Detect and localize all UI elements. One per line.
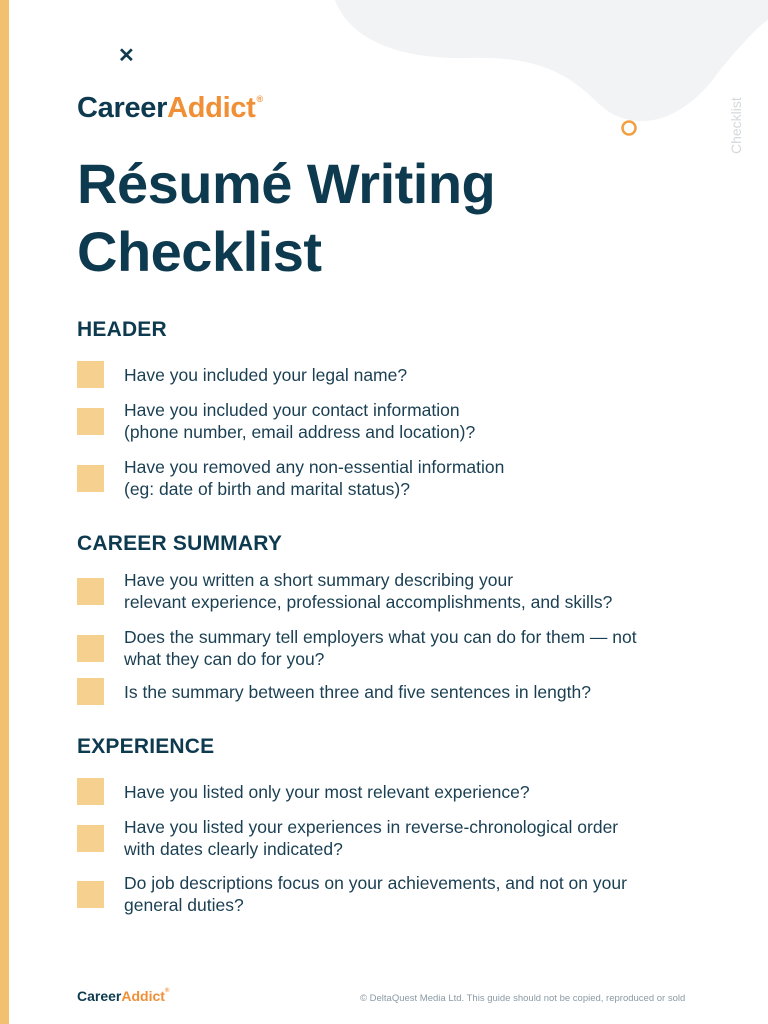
brand-name-accent: Addict xyxy=(167,92,256,124)
copyright-notice: © DeltaQuest Media Ltd. This guide should not be copied, reproduced or sold xyxy=(360,993,686,1004)
footer-brand-accent: Addict xyxy=(121,988,165,1004)
checkbox[interactable] xyxy=(77,678,104,705)
checklist-item[interactable] xyxy=(77,816,717,860)
checkbox[interactable] xyxy=(77,881,104,908)
brand-logo xyxy=(77,92,263,125)
close-icon[interactable]: ✕ xyxy=(118,45,135,67)
footer-brand-dark: Career xyxy=(77,988,122,1004)
ring-decoration-icon xyxy=(623,122,636,135)
checkbox[interactable] xyxy=(77,635,104,662)
section-heading-header: HEADER xyxy=(77,318,167,341)
checklist-item[interactable] xyxy=(77,872,717,916)
checklist-item[interactable] xyxy=(77,678,717,705)
checkbox[interactable] xyxy=(77,408,104,435)
checklist-item-text: Have you listed your experiences in reverse-chronological order with dates clearly indicated? xyxy=(124,817,619,859)
checklist-item[interactable] xyxy=(77,569,717,613)
checklist-item[interactable] xyxy=(77,399,717,443)
background-blob xyxy=(0,0,768,160)
checklist-item-text: Have you written a short summary describing your relevant experience, professional accomplishments, and skills? xyxy=(124,570,613,612)
section-heading-experience: EXPERIENCE xyxy=(77,735,215,758)
trademark-symbol: ® xyxy=(256,94,263,104)
side-label: Checklist xyxy=(728,97,744,154)
checklist-item-text: Do job descriptions focus on your achievements, and not on your general duties? xyxy=(124,873,627,915)
title-line-2: Checklist xyxy=(77,220,322,283)
checklist-item-text: Does the summary tell employers what you can do for them — not what they can do for you? xyxy=(124,627,637,669)
checklist-item-text: Is the summary between three and five sentences in length? xyxy=(124,681,591,702)
checklist-item-text: Have you included your legal name? xyxy=(124,364,408,385)
checkbox[interactable] xyxy=(77,825,104,852)
section-heading-career-summary: CAREER SUMMARY xyxy=(77,532,283,555)
page-title xyxy=(77,150,495,286)
checklist-item-text: Have you listed only your most relevant experience? xyxy=(124,781,530,802)
checkbox[interactable] xyxy=(77,465,104,492)
checkbox[interactable] xyxy=(77,578,104,605)
footer-logo xyxy=(77,988,169,1004)
checklist-item-text: Have you removed any non-essential information (eg: date of birth and marital status)? xyxy=(124,457,505,499)
title-line-1: Résumé Writing xyxy=(77,152,496,215)
checklist-item[interactable] xyxy=(77,361,717,388)
checklist-item-text: Have you included your contact information (phone number, email address and location)? xyxy=(124,400,476,442)
checklist-item[interactable] xyxy=(77,778,717,805)
footer-trademark: ® xyxy=(164,988,170,994)
brand-name-dark: Career xyxy=(77,92,168,124)
checkbox[interactable] xyxy=(77,361,104,388)
checklist-item[interactable] xyxy=(77,456,717,500)
checklist-item[interactable] xyxy=(77,626,717,670)
checkbox[interactable] xyxy=(77,778,104,805)
